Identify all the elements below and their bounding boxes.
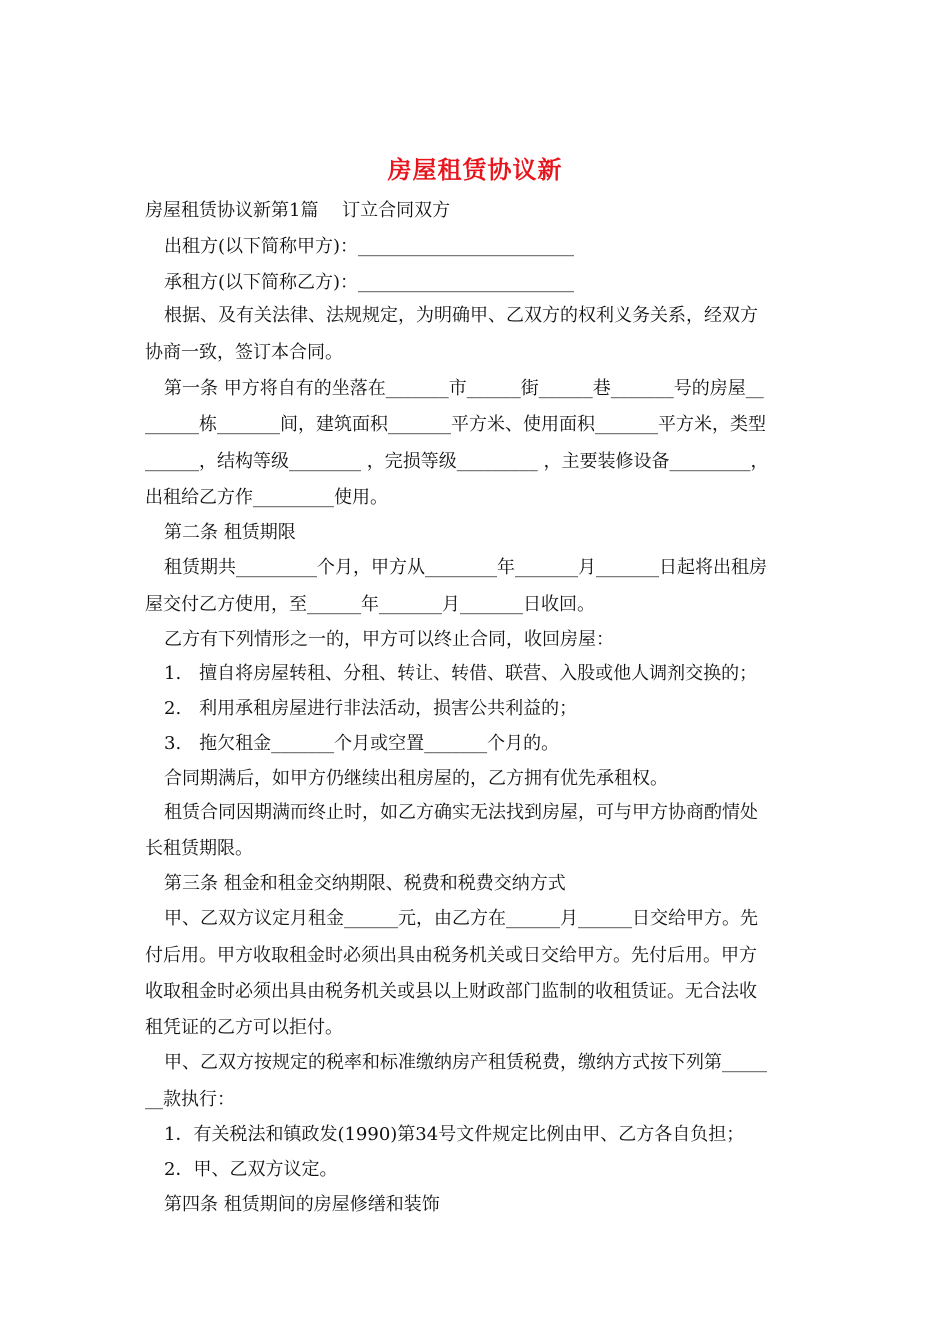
article-3-heading: 第三条 租金和租金交纳期限、税费和税费交纳方式 — [164, 873, 566, 894]
article-3-line-4: 租凭证的乙方可以拒付。 — [145, 1017, 343, 1038]
tax-option-1: 1．有关税法和镇政发(1990)第34号文件规定比例由甲、乙方各自负担； — [164, 1124, 745, 1145]
article-1-line-4: 出租给乙方作_________使用。 — [145, 487, 388, 508]
article-2-heading: 第二条 租赁期限 — [164, 522, 296, 543]
document-title: 房屋租赁协议新 — [387, 155, 563, 184]
tax-line-1: 甲、乙双方按规定的税率和标准缴纳房产租赁税费，缴纳方式按下列第_____ — [164, 1052, 767, 1073]
termination-item-3: 3. 拖欠租金_______个月或空置_______个月的。 — [164, 733, 560, 754]
termination-item-2: 2. 利用承租房屋进行非法活动，损害公共利益的； — [164, 698, 578, 719]
article-2-line-2: 屋交付乙方使用，至______年_______月_______日收回。 — [145, 594, 595, 615]
article-3-line-3: 收取租金时必须出具由税务机关或县以上财政部门监制的收租赁证。无合法收 — [145, 981, 757, 1002]
preamble-line-2: 协商一致，签订本合同。 — [145, 342, 343, 363]
lessee-line: 承租方(以下简称乙方)：________________________ — [164, 272, 575, 293]
article-4-heading: 第四条 租赁期间的房屋修缮和装饰 — [164, 1194, 440, 1215]
extension-line-2: 长租赁期限。 — [145, 838, 253, 859]
termination-intro: 乙方有下列情形之一的，甲方可以终止合同，收回房屋： — [164, 629, 614, 650]
extension-line-1: 租赁合同因期满而终止时，如乙方确实无法找到房屋，可与甲方协商酌情处 — [164, 802, 758, 823]
article-3-line-1: 甲、乙双方议定月租金______元，由乙方在______月______日交给甲方。先 — [164, 908, 758, 929]
renewal-priority-line: 合同期满后，如甲方仍继续出租房屋的，乙方拥有优先承租权。 — [164, 768, 668, 789]
article-3-line-2: 付后用。甲方收取租金时必须出具由税务机关或日交给甲方。先付后用。甲方 — [145, 945, 757, 966]
lessor-line: 出租方(以下简称甲方)：________________________ — [164, 236, 575, 257]
article-1-line-2: ______栋_______间，建筑面积_______平方米、使用面积_______平方米，类型 — [145, 414, 766, 435]
article-2-line-1: 租赁期共_________个月，甲方从________年_______月_______日起将出租房 — [164, 557, 767, 578]
article-1-line-3: ______，结构等级________ ，完损等级_________ ，主要装修设备_________， — [145, 451, 769, 472]
article-1-line-1: 第一条 甲方将自有的坐落在_______市______街______巷_______号的房屋__ — [164, 378, 764, 399]
tax-option-2: 2．甲、乙双方议定。 — [164, 1159, 338, 1180]
tax-line-2: __款执行： — [145, 1089, 235, 1110]
preamble-line-1: 根据、及有关法律、法规规定，为明确甲、乙双方的权利义务关系，经双方 — [164, 305, 758, 326]
termination-item-1: 1. 擅自将房屋转租、分租、转让、转借、联营、入股或他人调剂交换的； — [164, 663, 758, 684]
subtitle-line: 房屋租赁协议新第1篇 订立合同双方 — [145, 200, 451, 221]
